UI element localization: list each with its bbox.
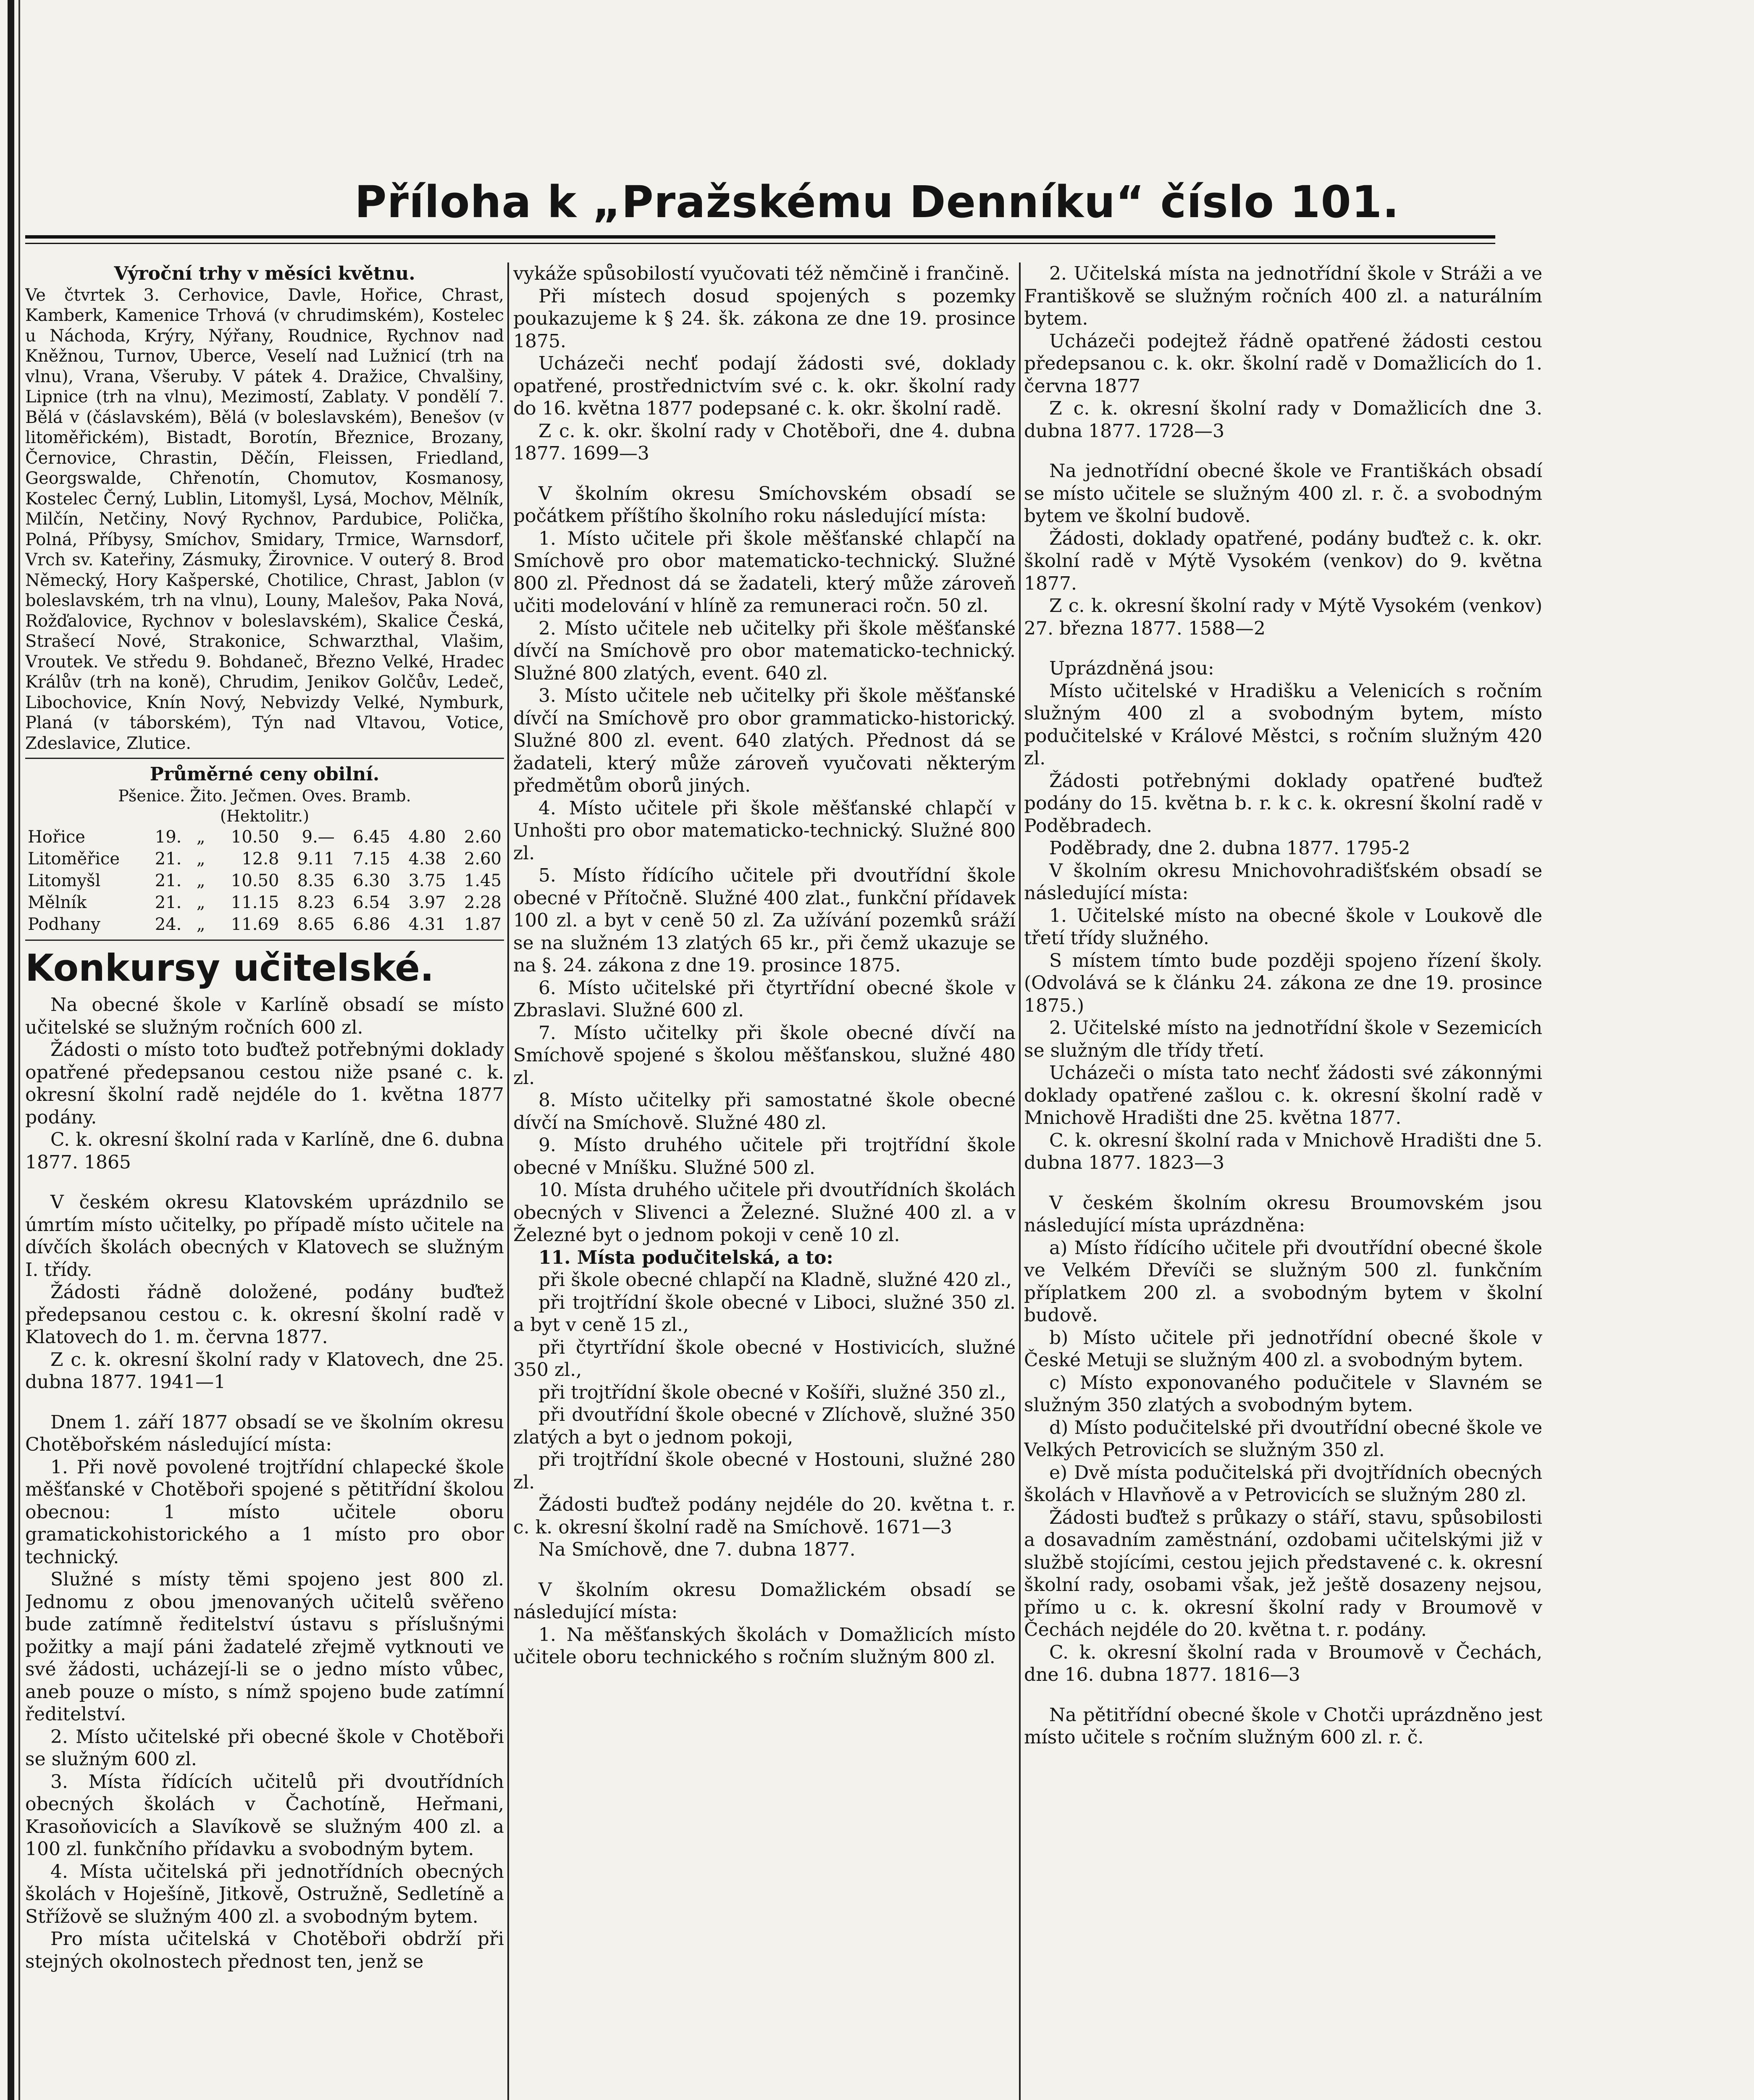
paragraph: V českém školním okresu Broumovském jsou následující místa uprázdněna: — [1024, 1192, 1542, 1236]
paragraph: Ucházeči podejtež řádně opatřené žádosti cestou předepsanou c. k. okr. školní radě v Domažlicích do 1. června 1877 — [1024, 330, 1542, 397]
column-2 — [513, 262, 1016, 2100]
paragraph: Na obecné škole v Karlíně obsadí se místo učitelské se služným ročních 600 zl. — [25, 994, 504, 1038]
paragraph: 4. Místo učitele při škole měšťanské chlapčí v Unhošti pro obor matematicko-technický. Služné 800 zl. — [513, 797, 1016, 864]
title-rule-thin — [25, 243, 1495, 244]
price-value: 12.8 — [242, 849, 279, 869]
paragraph: Z c. k. okresní školní rady v Mýtě Vysokém (venkov) 27. března 1877. 1588—2 — [1024, 595, 1542, 639]
paragraph: při trojtřídní škole obecné v Košíři, služné 350 zl., — [538, 1381, 1006, 1403]
paragraph: 3. Místo učitele neb učitelky při škole měšťanské dívčí na Smíchově pro obor grammaticko-historický. Služné 800 zl. event. 640 zlatých. Přednost dá se žadateli, který může zároveň vyučovati některým předmětům oborů jiných. — [513, 685, 1016, 796]
scan-edge — [8, 0, 14, 2100]
paragraph: Dnem 1. září 1877 obsadí se ve školním okresu Chotěbořském následující místa: — [25, 1411, 504, 1455]
price-value: 7.15 — [353, 849, 391, 869]
spacer — [1024, 1686, 1542, 1704]
price-place: Podhany — [28, 915, 100, 934]
paragraph: C. k. okresní školní rada v Mnichově Hradišti dne 5. dubna 1877. 1823—3 — [1024, 1129, 1542, 1173]
page-title: Příloha k „Pražskému Denníku“ číslo 101. — [354, 176, 1400, 228]
section-rule — [25, 940, 504, 941]
paragraph: Při místech dosud spojených s pozemky poukazujeme k § 24. šk. zákona ze dne 19. prosince 1875. — [513, 285, 1016, 352]
paragraph: b) Místo učitele při jednotřídní obecné škole v České Metuji se služným 400 zl. a svobodným bytem. — [1024, 1327, 1542, 1371]
paragraph: 1. Při nově povolené trojtřídní chlapecké škole měšťanské v Chotěboři spojené s pětitřídní školou obecnou: 1 místo učitele oboru gramatickohistorického a 1 místo pro obor technický. — [25, 1456, 504, 1568]
price-row — [25, 848, 504, 870]
paragraph: V školním okresu Mnichovohradišťském obsadí se následující místa: — [1024, 860, 1542, 904]
price-day: 24. — [155, 915, 182, 934]
paragraph: při dvoutřídní škole obecné v Zlíchově, služné 350 zlatých a byt o jednom pokoji, — [513, 1404, 1016, 1448]
price-place: Hořice — [28, 827, 85, 847]
price-ditto: „ — [196, 827, 205, 847]
col3-text — [1024, 262, 1542, 1749]
price-value: 11.15 — [231, 893, 279, 912]
paragraph: Pro místa učitelská v Chotěboři obdrží při stejných okolnostech přednost ten, jenž se — [25, 1928, 504, 1972]
spacer — [1024, 640, 1542, 657]
paragraph: 1. Učitelské místo na obecné škole v Loukově dle třetí třídy služného. — [1024, 905, 1542, 949]
paragraph: C. k. okresní školní rada v Karlíně, dne 6. dubna 1877. 1865 — [25, 1129, 504, 1173]
price-place: Litomyšl — [28, 871, 101, 890]
paragraph: V školním okresu Domažlickém obsadí se následující místa: — [513, 1579, 1016, 1623]
price-place: Mělník — [28, 893, 87, 912]
paragraph: 4. Místa učitelská při jednotřídních obecných školách v Hoješíně, Jitkově, Ostružně, Sedletíně a Střížově se služným 400 zl. a svobodným bytem. — [25, 1861, 504, 1927]
price-row — [25, 914, 504, 935]
paragraph: Místo učitelské v Hradišku a Velenicích s ročním služným 400 zl a svobodným bytem, místo podučitelské v Králové Městci, s ročním služným 420 zl. — [1024, 680, 1542, 769]
spacer — [1024, 1174, 1542, 1192]
fairs-title: Výroční trhy v měsíci květnu. — [114, 263, 415, 284]
paragraph: S místem tímto bude později spojeno řízení školy. (Odvolává se k článku 24. zákona ze dne 19. prosince 1875.) — [1024, 950, 1542, 1016]
paragraph: c) Místo exponovaného podučitele v Slavném se služným 350 zlatých a svobodným bytem. — [1024, 1372, 1542, 1416]
paragraph: 11. Místa podučitelská, a to: — [538, 1247, 833, 1268]
paragraph: a) Místo řídícího učitele při dvoutřídní obecné škole ve Velkém Dřevíči se služným 500 zl. funkčním příplatkem 200 zl. a svobodným bytem v školní budově. — [1024, 1237, 1542, 1326]
paragraph: Žádosti potřebnými doklady opatřené buďtež podány do 15. května b. r. k c. k. okresní školní radě v Poděbradech. — [1024, 770, 1542, 837]
price-ditto: „ — [196, 915, 205, 934]
prices-unit: (Hektolitr.) — [220, 807, 310, 825]
price-day: 19. — [155, 827, 182, 847]
price-value: 3.75 — [408, 871, 446, 890]
price-row — [25, 892, 504, 914]
price-value: 8.23 — [297, 893, 335, 912]
price-value: 6.86 — [353, 915, 391, 934]
col1-text — [25, 994, 504, 1973]
price-ditto: „ — [196, 849, 205, 869]
paragraph: V školním okresu Smíchovském obsadí se počátkem příštího školního roku následující místa: — [513, 483, 1016, 527]
price-value: 6.54 — [353, 893, 391, 912]
price-value: 2.60 — [464, 849, 502, 869]
paragraph: Ucházeči o místa tato nechť žádosti své zákonnými doklady opatřené zašlou c. k. okresní školní radě v Mnichově Hradišti dne 25. května 1877. — [1024, 1062, 1542, 1129]
price-value: 10.50 — [231, 827, 279, 847]
paragraph: Ucházeči nechť podají žádosti své, doklady opatřené, prostřednictvím své c. k. okr. školní rady do 16. května 1877 podepsané c. k. okr. školní radě. — [513, 353, 1016, 419]
paragraph: Na Smíchově, dne 7. dubna 1877. — [538, 1539, 856, 1560]
paragraph: 2. Místo učitele neb učitelky při škole měšťanské dívčí na Smíchově pro obor matematicko-technický. Služné 800 zlatých, event. 640 zl. — [513, 617, 1016, 684]
price-row — [25, 826, 504, 848]
spacer — [513, 1561, 1016, 1579]
price-value: 2.60 — [464, 827, 502, 847]
paragraph: 6. Místo učitelské při čtyrtřídní obecné škole v Zbraslavi. Služné 600 zl. — [513, 977, 1016, 1021]
paragraph: 2. Místo učitelské při obecné škole v Chotěboři se služným 600 zl. — [25, 1726, 504, 1770]
price-value: 1.45 — [464, 871, 502, 890]
price-day: 21. — [155, 849, 182, 869]
spacer — [1024, 442, 1542, 460]
paragraph: Žádosti, doklady opatřené, podány buďtež c. k. okr. školní radě v Mýtě Vysokém (venkov) do 9. května 1877. — [1024, 528, 1542, 594]
paragraph: 1. Na měšťanských školách v Domažlicích místo učitele oboru technického s ročním služným 800 zl. — [513, 1624, 1016, 1668]
paragraph: 2. Učitelské místo na jednotřídní škole v Sezemicích se služným dle třídy třetí. — [1024, 1017, 1542, 1061]
price-value: 3.97 — [408, 893, 446, 912]
spacer — [513, 465, 1016, 483]
price-value: 1.87 — [464, 915, 502, 934]
paragraph: Na pětitřídní obecné škole v Chotči uprázdněno jest místo učitele s ročním služným 600 zl. r. č. — [1024, 1704, 1542, 1748]
paragraph: d) Místo podučitelské při dvoutřídní obecné škole ve Velkých Petrovicích se služným 350 zl. — [1024, 1417, 1542, 1461]
prices-table — [25, 826, 504, 935]
fairs-text: Ve čtvrtek 3. Cerhovice, Davle, Hořice, Chrast, Kamberk, Kamenice Trhová (v chrudimském), Kostelec u Náchoda, Krýry, Nýřany, Roudnice, Rychnov nad Kněžnou, Turnov, Uberce, Veselí nad Lužnicí (trh na vlnu), Vrana, Všeruby. V pátek 4. Dražice, Chvalšiny, Lipnice (trh na vlnu), Mezimostí, Zablaty. V pondělí 7. Bělá v (čáslavském), Bělá (v boleslavském), Benešov (v litoměřickém), Bistadt, Borotín, Březnice, Brozany, Černovice, Chrastin, Děčín, Fleissen, Friedland, Georgswalde, Chřenotín, Chomutov, Kosmanosy, Kostelec Černý, Lublin, Litomyšl, Lysá, Mochov, Mělník, Milčín, Netčiny, Nový Rychnov, Pardubice, Polička, Polná, Příbysy, Smíchov, Smidary, Trmice, Warnsdorf, Vrch sv. Kateřiny, Zásmuky, Žirovnice. V outerý 8. Brod Německý, Hory Kašperské, Chotilice, Chrast, Jablon (v boleslavském, trh na vlnu), Louny, Malešov, Paka Nová, Rožďalovice, Rychnov v boleslavském), Skalice Česká, Strašecí Nové, Strakonice, Schwarzthal, Vlašim, Vroutek. Ve středu 9. Bohdaneč, Březno Velké, Hradec Králův (trh na koně), Chrudim, Jenikov Golčův, Ledeč, Libochovice, Knín Nový, Nebvizdy Velké, Nymburk, Planá (v táborském), Týn nad Vltavou, Votice, Zdeslavice, Zlutice. — [25, 285, 504, 753]
paragraph: při škole obecné chlapčí na Kladně, služné 420 zl., — [538, 1269, 1012, 1291]
paragraph: V českém okresu Klatovském uprázdnilo se úmrtím místo učitelky, po případě místo učitele na dívčích školách obecných v Klatovech se služným I. třídy. — [25, 1192, 504, 1281]
price-day: 21. — [155, 893, 182, 912]
paragraph: 9. Místo druhého učitele při trojtřídní škole obecné v Mníšku. Služné 500 zl. — [513, 1134, 1016, 1179]
paragraph: Z c. k. okresní školní rady v Domažlicích dne 3. dubna 1877. 1728—3 — [1024, 398, 1542, 442]
column-1 — [25, 262, 504, 2100]
column-divider-1 — [507, 262, 509, 2100]
price-value: 6.30 — [353, 871, 391, 890]
price-value: 10.50 — [231, 871, 279, 890]
price-value: 2.28 — [464, 893, 502, 912]
paragraph: Žádosti řádně doložené, podány buďtež předepsanou cestou c. k. okresní školní radě v Klatovech do 1. m. června 1877. — [25, 1281, 504, 1348]
paragraph: Z c. k. okresní školní rady v Klatovech, dne 25. dubna 1877. 1941—1 — [25, 1349, 504, 1393]
paragraph: C. k. okresní školní rada v Broumově v Čechách, dne 16. dubna 1877. 1816—3 — [1024, 1641, 1542, 1685]
price-value: 9.11 — [297, 849, 335, 869]
paragraph: 8. Místo učitelky při samostatné škole obecné dívčí na Smíchově. Služné 480 zl. — [513, 1089, 1016, 1134]
paragraph: Poděbrady, dne 2. dubna 1877. 1795-2 — [1049, 837, 1410, 859]
price-day: 21. — [155, 871, 182, 890]
paragraph: 7. Místo učitelky při škole obecné dívčí na Smíchově spojené s školou měšťanskou, služné 480 zl. — [513, 1022, 1016, 1089]
price-value: 8.35 — [297, 871, 335, 890]
paragraph: Z c. k. okr. školní rady v Chotěboři, dne 4. dubna 1877. 1699—3 — [513, 420, 1016, 464]
price-value: 8.65 — [297, 915, 335, 934]
price-ditto: „ — [196, 871, 205, 890]
col2-text — [513, 262, 1016, 1669]
paragraph: 2. Učitelská místa na jednotřídní škole v Stráži a ve Františkově se služným ročních 400 zl. a naturálním bytem. — [1024, 263, 1542, 329]
column-3 — [1024, 262, 1542, 2100]
paragraph: Žádosti o místo toto buďtež potřebnými doklady opatřené předepsanou cestou niže psané c. k. okresní školní radě nejdéle do 1. května 1877 podány. — [25, 1039, 504, 1128]
paragraph: Služné s místy těmi spojeno jest 800 zl. Jednomu z obou jmenovaných učitelů svěřeno bude zatímně ředitelství ústavu s příslušnými požitky a mají páni žadatelé zřejmě vytknouti ve své žádosti, ucházejí-li se o jedno místo vůbec, aneb pouze o místo, s nímž spojeno bude zatímní ředitelství. — [25, 1569, 504, 1725]
paragraph: při čtyrtřídní škole obecné v Hostivicích, služné 350 zl., — [513, 1336, 1016, 1381]
paragraph: Na jednotřídní obecné škole ve Františkách obsadí se místo učitele se služným 400 zl. r. č. a svobodným bytem ve školní budově. — [1024, 460, 1542, 527]
scan-edge-thin — [18, 0, 20, 2100]
prices-header: Pšenice. Žito. Ječmen. Oves. Bramb. — [118, 787, 411, 805]
price-row — [25, 870, 504, 892]
section-rule — [25, 758, 504, 759]
paragraph: při trojtřídní škole obecné v Liboci, služné 350 zl. a byt v ceně 15 zl., — [513, 1292, 1016, 1336]
paragraph: Žádosti buďtež podány nejdéle do 20. května t. r. c. k. okresní školní radě na Smíchově. 1671—3 — [513, 1494, 1016, 1538]
spacer — [25, 1173, 504, 1191]
paragraph: 3. Místa řídících učitelů při dvoutřídních obecných školách v Čachotíně, Heřmani, Krasoňovicích a Slavíkově se služným 400 zl. a 100 zl. funkčního přídavku a svobodným bytem. — [25, 1771, 504, 1860]
paragraph: Uprázdněná jsou: — [1049, 658, 1214, 679]
prices-title: Průměrné ceny obilní. — [150, 764, 380, 785]
price-value: 4.80 — [408, 827, 446, 847]
column-divider-2 — [1019, 262, 1021, 2100]
price-ditto: „ — [196, 893, 205, 912]
price-value: 11.69 — [231, 915, 279, 934]
price-value: 4.38 — [408, 849, 446, 869]
paragraph: Žádosti buďtež s průkazy o stáří, stavu, spůsobilosti a dosavadním zaměstnání, ozdobami učitelskými již v službě stojícími, cestou jejich představené c. k. okresní školní rady, osobami však, jež ještě dosazeny nejsou, přímo u c. k. okresní školní rady v Broumově v Čechách nejdéle do 20. května t. r. podány. — [1024, 1507, 1542, 1641]
price-place: Litoměřice — [28, 849, 120, 869]
paragraph: e) Dvě místa podučitelská při dvojtřídních obecných školách v Hlavňově a v Petrovicích se služným 280 zl. — [1024, 1462, 1542, 1506]
paragraph: 10. Místa druhého učitele při dvoutřídních školách obecných v Slivenci a Železné. Služné 400 zl. a v Železné byt o jednom pokoji v ceně 10 zl. — [513, 1179, 1016, 1246]
spacer — [25, 1394, 504, 1411]
title-rule-thick — [25, 235, 1495, 239]
price-value: 6.45 — [353, 827, 391, 847]
paragraph: 5. Místo řídícího učitele při dvoutřídní škole obecné v Přítočně. Služné 400 zlat., funkční přídavek 100 zl. a byt v ceně 50 zl. Za užívání pozemků sráží se na služném 13 zlatých 65 kr., při čemž ukazuje se na §. 24. zákona z dne 19. prosince 1875. — [513, 865, 1016, 976]
price-value: 4.31 — [408, 915, 446, 934]
price-value: 9.— — [302, 827, 335, 847]
konkursy-heading: Konkursy učitelské. — [25, 946, 434, 990]
paragraph: 1. Místo učitele při škole měšťanské chlapčí na Smíchově pro obor matematicko-technický. Služné 800 zl. Přednost dá se žadateli, který může zároveň učiti modelování v hlíně za remuneraci ročn. 50 zl. — [513, 528, 1016, 617]
paragraph: vykáže spůsobilostí vyučovati též němčině i frančině. — [513, 263, 1010, 284]
paragraph: při trojtřídní škole obecné v Hostouni, služné 280 zl. — [513, 1449, 1016, 1493]
